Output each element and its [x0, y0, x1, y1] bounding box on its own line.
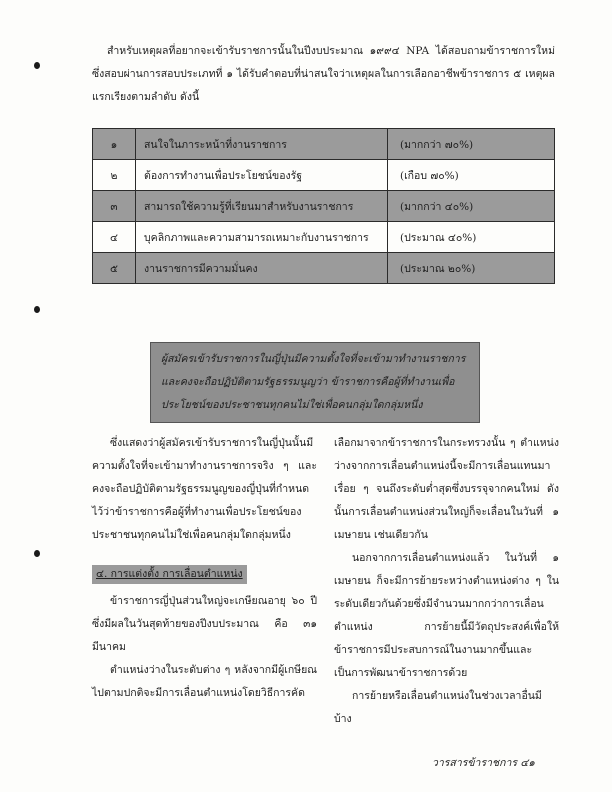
table-row — [93, 222, 555, 253]
page-footer: วารสารข้าราชการ ๔๑ — [432, 757, 535, 769]
reason-number: ๓ — [93, 191, 136, 222]
right-paragraph-2: นอกจากการเลื่อนตำแหน่งแล้ว ในวันที่ ๑ เมษายน ก็จะมีการย้ายระหว่างตำแหน่งต่าง ๆ ในระดับเดียวกันด้วยซึ่งมีจำนวนมากกว่าการเลื่อนตำแหน่ง การย้ายนี้มีวัตถุประสงค์เพื่อให้ข้าราชการมีประสบการณ์ในงานมากขึ้นและเป็นการพัฒนาข้าราชการด้วย — [334, 552, 559, 679]
section-heading: ๔. การแต่งตั้ง การเลื่อนตำแหน่ง — [92, 565, 247, 584]
reason-number: ๑ — [93, 129, 136, 160]
reasons-table — [92, 128, 555, 284]
reason-number: ๕ — [93, 253, 136, 284]
reason-percent: (เกือบ ๗๐%) — [388, 160, 555, 191]
reason-percent: (มากกว่า ๔๐%) — [388, 191, 555, 222]
left-paragraph-1: ซึ่งแสดงว่าผู้สมัครเข้ารับราชการในญี่ปุ่นนั้นมีความตั้งใจที่จะเข้ามาทำงานราชการจริง ๆ และคงจะถือปฏิบัติตามรัฐธรรมนูญของญี่ปุ่นที่กำหนดไว้ว่าข้าราชการคือผู้ที่ทำงานเพื่อประโยชน์ของประชาชนทุกคนไม่ใช่เพื่อคนกลุ่มใดกลุ่มหนึ่ง — [92, 437, 317, 541]
punch-hole-middle — [34, 306, 40, 313]
left-paragraph-3: ตำแหน่งว่างในระดับต่าง ๆ หลังจากมีผู้เกษียณไปตามปกติจะมีการเลื่อนตำแหน่งโดยวิธีการคัด — [92, 664, 317, 699]
reason-text: สนใจในภาระหน้าที่งานราชการ — [136, 129, 388, 160]
reason-text: งานราชการมีความมั่นคง — [136, 253, 388, 284]
reason-percent: (ประมาณ ๔๐%) — [388, 222, 555, 253]
punch-hole-top — [34, 62, 40, 69]
reason-text: ต้องการทำงานเพื่อประโยชน์ของรัฐ — [136, 160, 388, 191]
intro-paragraph: สำหรับเหตุผลที่อยากจะเข้ารับราชการนั้นในปีงบประมาณ ๑๙๙๔ NPA ได้สอบถามข้าราชการใหม่ซึ่งสอบผ่านการสอบประเภทที่ ๑ ได้รับคำตอบที่น่าสนใจว่าเหตุผลในการเลือกอาชีพข้าราชการ ๕ เหตุผลแรกเรียงตามลำดับ ดังนี้ — [92, 45, 555, 103]
right-column — [334, 432, 559, 731]
table-row — [93, 191, 555, 222]
table-row — [93, 253, 555, 284]
left-paragraph-2: ข้าราชการญี่ปุ่นส่วนใหญ่จะเกษียณอายุ ๖๐ ปี ซึ่งมีผลในวันสุดท้ายของปีงบประมาณ คือ ๓๑ มีนาคม — [92, 595, 317, 653]
section-heading-wrap — [92, 563, 317, 586]
table-row — [93, 160, 555, 191]
reason-text: บุคลิกภาพและความสามารถเหมาะกับงานราชการ — [136, 222, 388, 253]
reason-percent: (มากกว่า ๗๐%) — [388, 129, 555, 160]
reason-text: สามารถใช้ความรู้ที่เรียนมาสำหรับงานราชการ — [136, 191, 388, 222]
reason-percent: (ประมาณ ๒๐%) — [388, 253, 555, 284]
right-paragraph-1: เลือกมาจากข้าราชการในกระทรวงนั้น ๆ ตำแหน่งว่างจากการเลื่อนตำแหน่งนี้จะมีการเลื่อนแทนมาเรื่อย ๆ จนถึงระดับต่ำสุดซึ่งบรรจุจากคนใหม่ ดังนั้นการเลื่อนตำแหน่งส่วนใหญ่ก็จะเลื่อนในวันที่ ๑ เมษายน เช่นเดียวกัน — [334, 437, 559, 541]
left-column — [92, 432, 317, 705]
reason-number: ๒ — [93, 160, 136, 191]
reason-number: ๔ — [93, 222, 136, 253]
table-row — [93, 129, 555, 160]
pull-quote: ผู้สมัครเข้ารับราชการในญี่ปุ่นมีความตั้งใจที่จะเข้ามาทำงานราชการ และคงจะถือปฏิบัติตามรัฐธรรมนูญว่า ข้าราชการคือผู้ที่ทำงานเพื่อประโยชน์ของประชาชนทุกคนไม่ใช่เพื่อคนกลุ่มใดกลุ่มหนึ่ง — [150, 342, 480, 423]
right-paragraph-3: การย้ายหรือเลื่อนตำแหน่งในช่วงเวลาอื่นมีบ้าง — [334, 690, 542, 725]
punch-hole-bottom — [34, 550, 40, 557]
